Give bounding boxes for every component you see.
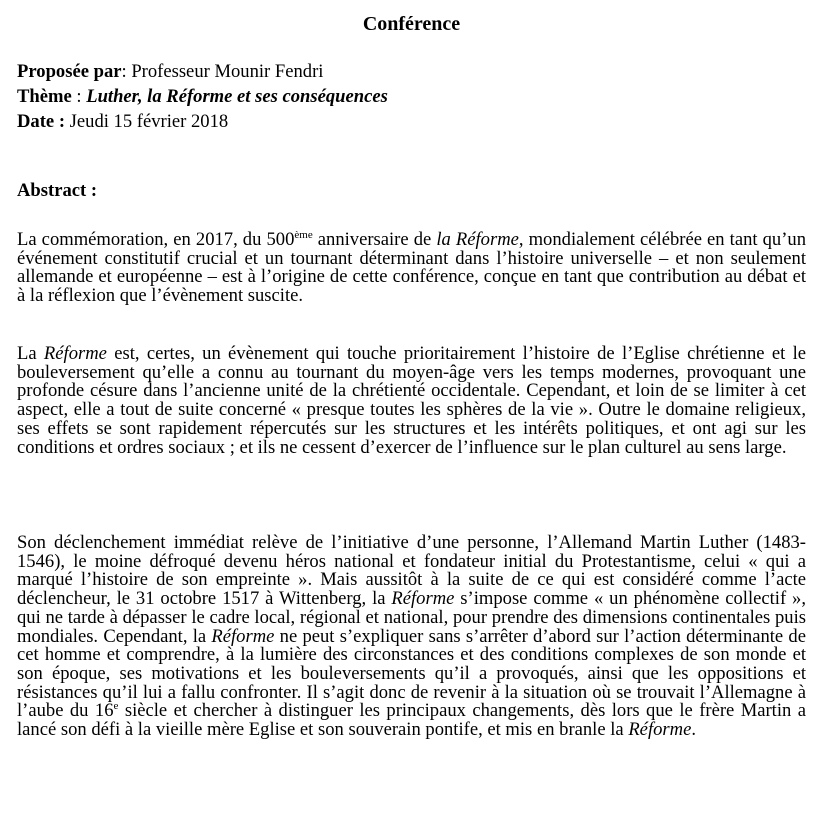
p3-text-a: Son déclenchement immédiat relève de l’initiative d’une personne, l’Allemand Martin Luther (1483-1546), le moine défroqué devenu héros national et fondateur initial du Protestantisme, celui « qui a marqué l’histoire de son empreinte ». Mais aussitôt à la suite de ce qui est considéré comme l’acte déclencheur, le 31 octobre 1517 à Wittenberg, la xyxy=(17,532,806,610)
p3-italic-reforme-2: Réforme xyxy=(211,625,275,647)
p2-text-c: est, certes, un évènement qui touche prioritairement l’histoire de l’Eglise chrétienne et le bouleversement qu’elle a connu au tournant du moyen-âge vers les temps modernes, provoquant une profonde césure dans l’ancienne unité de la chrétienté occidentale. Cependant, et loin de se limiter à cet aspect, elle a tout de suite concerné « presque toutes les sphères de la vie ». Outre le domaine religieux, ses effets se sont rapidement répercutés sur les structures et les intérêts politiques, et ont agi sur les conditions et ordres sociaux ; et ils ne cessent d’exercer de l’influence sur le plan culturel au sens large. xyxy=(17,343,806,458)
p3-text-h: . xyxy=(691,719,696,741)
theme-line xyxy=(17,88,388,107)
proposed-by-label: Proposée par xyxy=(17,61,122,82)
date-label: Date : xyxy=(17,111,66,132)
abstract-heading: Abstract : xyxy=(17,180,98,201)
theme-separator: : xyxy=(71,86,87,107)
p3-italic-reforme-1: Réforme xyxy=(391,588,455,610)
date-value: Jeudi 15 février 2018 xyxy=(65,111,229,132)
p1-superscript: ème xyxy=(294,229,313,241)
proposed-by-value: : Professeur Mounir Fendri xyxy=(121,61,324,82)
theme-label: Thème xyxy=(17,86,72,107)
abstract-paragraph-3 xyxy=(17,534,806,740)
p3-superscript: e xyxy=(113,700,119,713)
p2-italic-reforme: Réforme xyxy=(43,343,107,364)
p3-text-e: ne peut s’expliquer sans s’arrêter d’abord sur l’action déterminante de cet homme et comprendre, à la lumière des circonstances et des conditions complexes de son monde et son époque, ses motivations et les bouleversements qu’il a provoqués, ainsi que les oppositions et résistances qu’il lui a fallu confronter. Il s’agit donc de revenir à la situation où se trouvait l’Allemagne à l’aube du 16 xyxy=(17,625,806,722)
p2-text-a: La xyxy=(17,343,44,364)
p1-text-a: La commémoration, en 2017, du 500 xyxy=(17,229,295,250)
document-title: Conférence xyxy=(362,13,461,35)
theme-value: Luther, la Réforme et ses conséquences xyxy=(86,86,388,107)
p1-text-b: anniversaire de xyxy=(312,229,437,250)
p3-italic-reforme-3: Réforme xyxy=(628,719,692,741)
p3-text-f: siècle et chercher à distinguer les principaux changements, dès lors que le frère Martin a lancé son défi à la vieille mère Eglise et son souverain pontife, et mis en branle la xyxy=(17,700,806,741)
p1-italic-reforme: la Réforme xyxy=(436,229,519,250)
proposed-by-line xyxy=(17,63,323,82)
date-line xyxy=(17,113,228,132)
abstract-paragraph-1 xyxy=(17,231,806,306)
p3-text-c: s’impose comme « un phénomène collectif », qui ne tarde à dépasser le cadre local, régional et national, pour prendre des dimensions continentales puis mondiales. Cependant, la xyxy=(17,588,806,647)
p1-text-d: , mondialement célébrée en tant qu’un événement constitutif crucial et un tournant déterminant dans l’histoire universelle – et non seulement allemande et européenne – est à l’origine de cette conférence, conçue en tant que contribution au débat et à la réflexion que l’évènement suscite. xyxy=(17,229,806,307)
abstract-paragraph-2 xyxy=(17,345,806,457)
